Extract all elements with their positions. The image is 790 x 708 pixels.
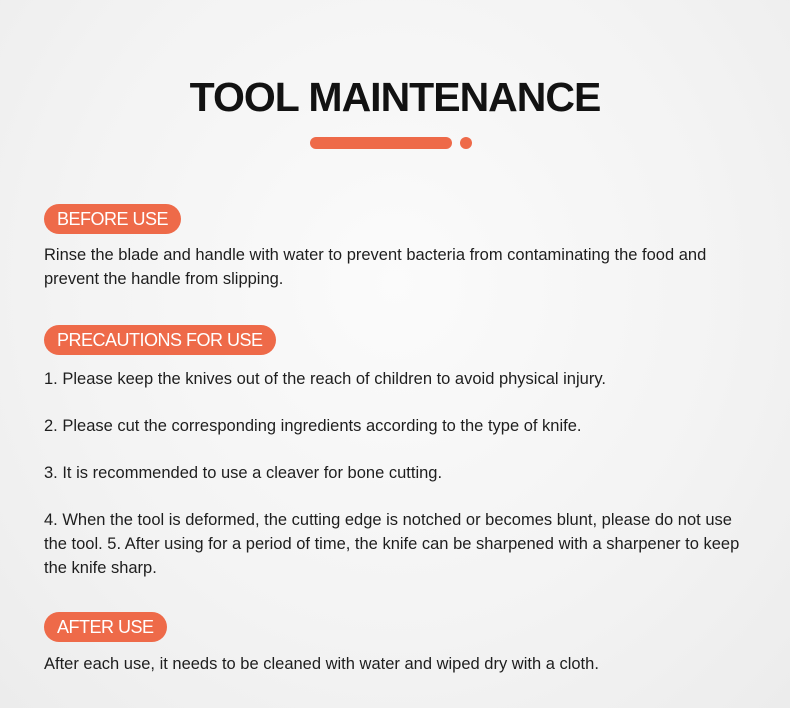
divider-bar	[310, 137, 452, 149]
before-use-badge: BEFORE USE	[44, 204, 181, 234]
precaution-item-1: 1. Please keep the knives out of the reach of children to avoid physical injury.	[44, 370, 606, 388]
divider-dot	[460, 137, 472, 149]
precaution-item-3: 3. It is recommended to use a cleaver for bone cutting.	[44, 464, 443, 482]
precaution-item-4: 4. When the tool is deformed, the cutting edge is notched or becomes blunt, please do not use the tool. 5. After using for a period of time, the knife can be sharpened with a sharpener to keep the knife sharp.	[44, 511, 740, 577]
after-use-section	[44, 612, 754, 676]
before-use-text: Rinse the blade and handle with water to prevent bacteria from contaminating the food and prevent the handle from slipping.	[44, 246, 707, 288]
after-use-text: After each use, it needs to be cleaned with water and wiped dry with a cloth.	[44, 655, 599, 673]
before-use-section	[44, 204, 754, 291]
after-use-badge: AFTER USE	[44, 612, 167, 642]
page-title: TOOL MAINTENANCE	[189, 74, 601, 120]
precaution-item-2: 2. Please cut the corresponding ingredients according to the type of knife.	[44, 417, 582, 435]
precautions-section	[44, 325, 754, 580]
precautions-badge: PRECAUTIONS FOR USE	[44, 325, 276, 355]
